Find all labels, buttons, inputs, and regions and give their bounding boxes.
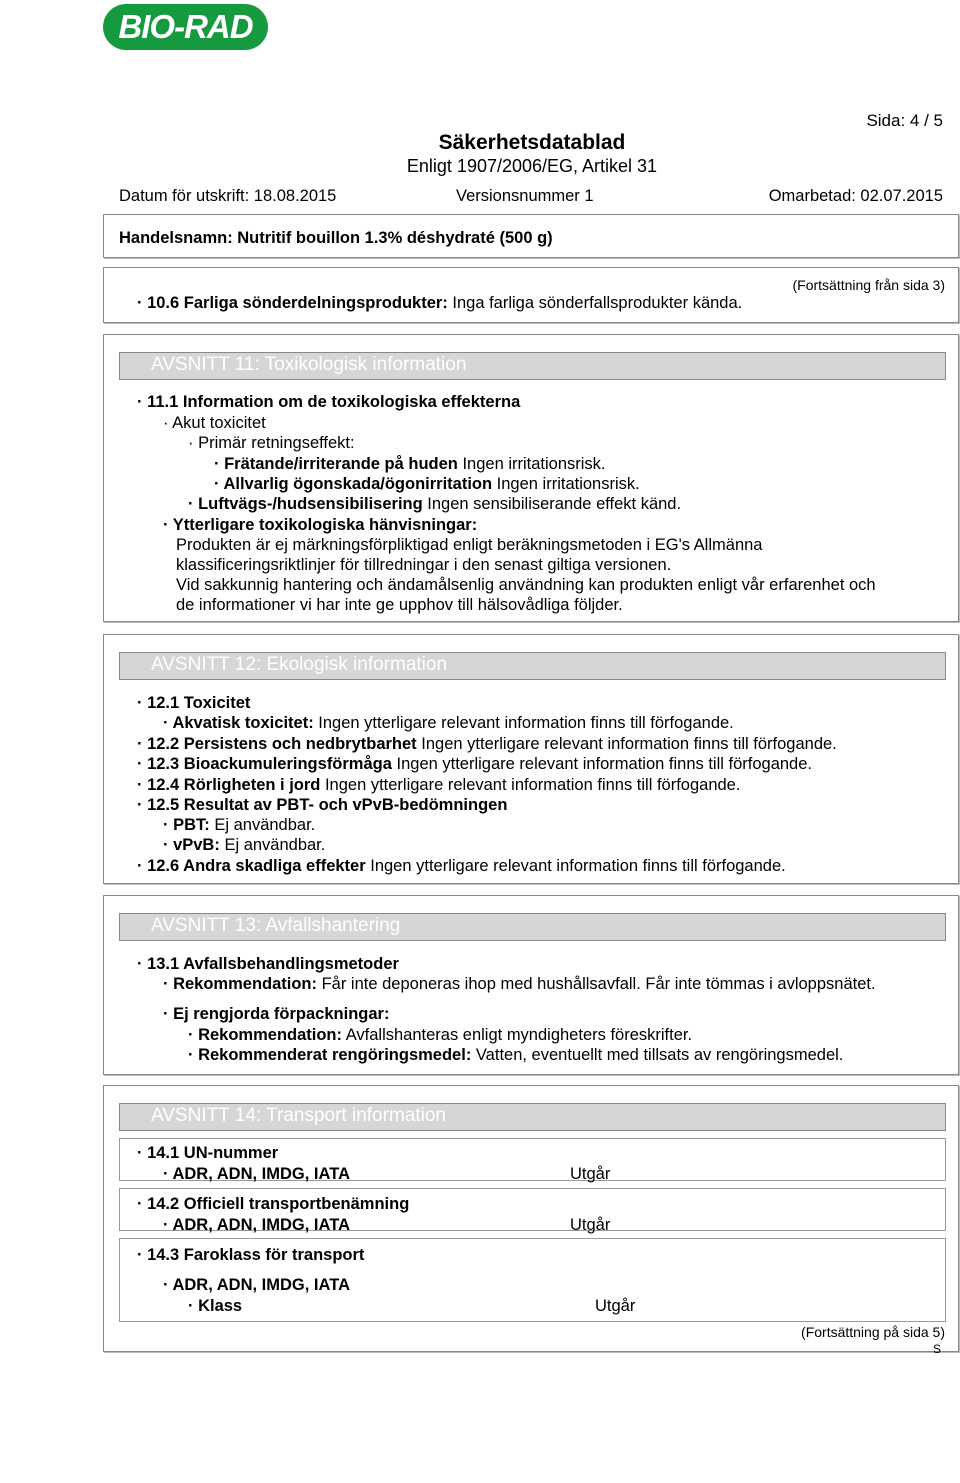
s12-line-3: [137, 734, 837, 754]
label: · Allvarlig ögonskada/ögonirritation: [214, 475, 493, 493]
s11-line-10: Vid sakkunnig hantering och ändamålsenlig användning kan produkten enligt vår erfarenhet och: [176, 576, 876, 594]
s11-line-7: · Ytterligare toxikologiska hänvisningar:: [163, 516, 478, 534]
s11-line-3: · Primär retningseffekt:: [188, 434, 355, 452]
value: Får inte deponeras ihop med hushållsavfall. Får inte tömmas i avloppsnätet.: [317, 975, 876, 993]
section-13-box: [103, 895, 959, 1075]
s11-line-4: [214, 454, 606, 474]
section-10-6-line: [137, 293, 742, 313]
print-date: Datum för utskrift: 18.08.2015: [119, 187, 337, 205]
s14-line-7-value: Utgår: [595, 1297, 636, 1315]
revised-date: Omarbetad: 02.07.2015: [768, 187, 943, 205]
s11-line-11: de informationer vi har inte ge upphov till hälsovådliga följder.: [176, 596, 623, 614]
s12-line-1: · 12.1 Toxicitet: [137, 694, 251, 712]
label: · Rekommendation:: [163, 975, 318, 993]
s12-line-5: [137, 775, 740, 795]
s11-line-1: · 11.1 Information om de toxikologiska effekterna: [137, 393, 521, 411]
s14-line-7: · Klass: [188, 1297, 243, 1315]
s11-line-9: klassificeringsriktlinjer för tillredningar i den senast giltiga versionen.: [176, 556, 672, 574]
label: · 12.4 Rörligheten i jord: [137, 776, 321, 794]
label: · Frätande/irriterande på huden: [214, 455, 458, 473]
label: · 12.2 Persistens och nedbrytbarhet: [137, 735, 417, 753]
value: Ingen ytterligare relevant information finns till förfogande.: [365, 857, 786, 875]
s13-line-5: [188, 1045, 843, 1065]
s12-line-9: [137, 856, 786, 876]
value: Ej användbar.: [209, 816, 316, 834]
s14-line-1: · 14.1 UN-nummer: [137, 1144, 279, 1162]
s13-line-3: · Ej rengjorda förpackningar:: [163, 1005, 390, 1023]
s12-line-7: [163, 815, 315, 835]
s11-line-5: [214, 474, 640, 494]
value: Ej användbar.: [219, 836, 326, 854]
s14-line-6: · ADR, ADN, IMDG, IATA: [163, 1276, 350, 1294]
value: Avfallshanteras enligt myndigheters föreskrifter.: [342, 1026, 693, 1044]
section-10-box: [103, 267, 959, 323]
section-12-heading: [119, 652, 946, 680]
value: Ingen sensibiliserande effekt känd.: [422, 495, 682, 513]
s12-line-8: [163, 835, 325, 855]
s12-line-2: [163, 713, 734, 733]
s14-line-4: · ADR, ADN, IMDG, IATA: [163, 1216, 350, 1234]
page-number: Sida: 4 / 5: [866, 111, 943, 130]
version-number: Versionsnummer 1: [456, 187, 594, 205]
section-14-heading: [119, 1103, 946, 1131]
section-12-box: [103, 634, 959, 884]
continued-to: (Fortsättning på sida 5): [801, 1324, 945, 1340]
value: Vatten, eventuellt med tillsats av rengöringsmedel.: [471, 1046, 844, 1064]
label: · Rekommenderat rengöringsmedel:: [188, 1046, 472, 1064]
section-11-heading: [119, 352, 946, 380]
label: · 12.3 Bioackumuleringsförmåga: [137, 755, 392, 773]
s14-line-2-value: Utgår: [570, 1165, 611, 1183]
value: Ingen ytterligare relevant information finns till förfogande.: [320, 776, 741, 794]
value: Ingen ytterligare relevant information finns till förfogande.: [313, 714, 734, 732]
s13-line-1: · 13.1 Avfallsbehandlingsmetoder: [137, 955, 399, 973]
s11-line-2: · Akut toxicitet: [163, 414, 266, 432]
s14-line-3: · 14.2 Officiell transportbenämning: [137, 1195, 410, 1213]
label: · 10.6 Farliga sönderdelningsprodukter:: [137, 294, 448, 312]
value: Ingen irritationsrisk.: [492, 475, 640, 493]
s13-line-4: [188, 1025, 692, 1045]
value: Ingen ytterligare relevant information finns till förfogande.: [391, 755, 812, 773]
s14-line-5: · 14.3 Faroklass för transport: [137, 1246, 365, 1264]
label: · Akvatisk toxicitet:: [163, 714, 314, 732]
section-14-box: [103, 1085, 959, 1352]
s12-line-4: [137, 754, 812, 774]
trade-name-box: [103, 214, 959, 258]
s11-line-6: [188, 494, 681, 514]
label: · PBT:: [163, 816, 210, 834]
heading-text: AVSNITT 11: Toxikologisk information: [151, 354, 467, 375]
label: · vPvB:: [163, 836, 220, 854]
heading-text: AVSNITT 13: Avfallshantering: [151, 915, 401, 936]
label: · 12.6 Andra skadliga effekter: [137, 857, 366, 875]
section-11-box: [103, 334, 959, 622]
trade-name: Handelsnamn: Nutritif bouillon 1.3% déshydraté (500 g): [119, 229, 553, 247]
s14-line-4-value: Utgår: [570, 1216, 611, 1234]
document-title: Säkerhetsdatablad: [438, 131, 626, 154]
corner-mark: S: [933, 1342, 942, 1356]
section-13-heading: [119, 913, 946, 941]
bio-rad-logo: [103, 4, 268, 50]
value: Ingen ytterligare relevant information finns till förfogande.: [416, 735, 837, 753]
s11-line-8: Produkten är ej märkningsförpliktigad enligt beräkningsmetoden i EG's Allmänna: [176, 536, 763, 554]
s14-line-2: · ADR, ADN, IMDG, IATA: [163, 1165, 350, 1183]
value: Inga farliga sönderfallsprodukter kända.: [447, 294, 743, 312]
continued-from: (Fortsättning från sida 3): [792, 277, 945, 293]
label: · Luftvägs-/hudsensibilisering: [188, 495, 423, 513]
document-subtitle: Enligt 1907/2006/EG, Artikel 31: [406, 156, 658, 176]
s13-line-2: [163, 974, 876, 994]
logo-text: BIO-RAD: [118, 8, 253, 45]
value: Ingen irritationsrisk.: [457, 455, 606, 473]
label: · Rekommendation:: [188, 1026, 343, 1044]
heading-text: AVSNITT 14: Transport information: [151, 1105, 446, 1126]
s12-line-6: · 12.5 Resultat av PBT- och vPvB-bedömningen: [137, 796, 508, 814]
heading-text: AVSNITT 12: Ekologisk information: [151, 654, 448, 675]
